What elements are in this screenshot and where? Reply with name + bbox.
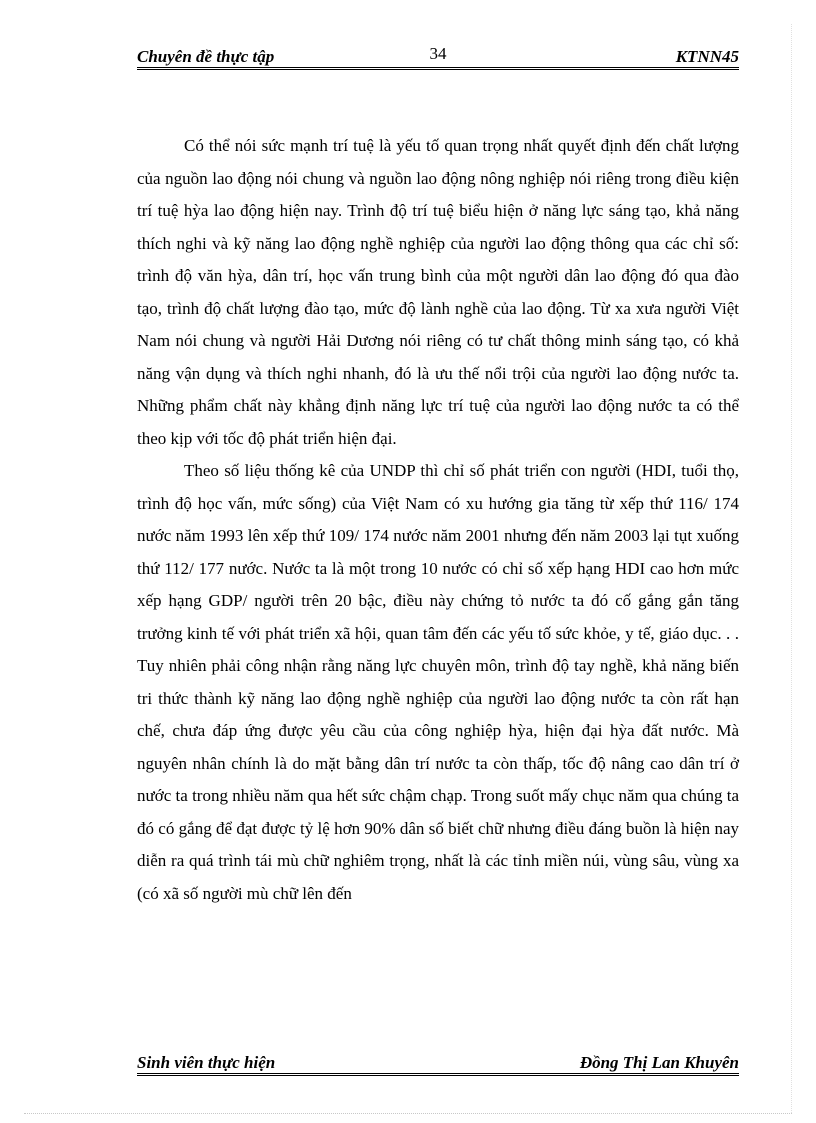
page-header (137, 44, 739, 70)
page-boundary-right (791, 24, 792, 1113)
page-footer (137, 1054, 739, 1076)
footer-author-label: Sinh viên thực hiện (137, 1053, 276, 1072)
footer-author-name: Đồng Thị Lan Khuyên (579, 1053, 739, 1072)
page-boundary-bottom (24, 1113, 792, 1114)
header-class-code: KTNN45 (675, 47, 739, 66)
page-number: 34 (429, 44, 447, 63)
paragraph: Theo số liệu thống kê của UNDP thì chỉ số phát triển con người (HDI, tuổi thọ, trình độ học vấn, mức sống) của Việt Nam có xu hướng gia tăng từ xếp thứ 116/ 174 nước năm 1993 lên xếp thứ 109/ 174 nước năm 2001 nhưng đến năm 2003 lại tụt xuống thứ 112/ 177 nước. Nước ta là một trong 10 nước có chỉ số xếp hạng HDI cao hơn mức xếp hạng GDP/ người trên 20 bậc, điều này chứng tỏ nước ta đó cố gắng gắn tăng trưởng kinh tế với phát triển xã hội, quan tâm đến các yếu tố sức khỏe, y tế, giáo dục. . . Tuy nhiên phải công nhận rằng năng lực chuyên môn, trình độ tay nghề, khả năng biến tri thức thành kỹ năng lao động nghề nghiệp của người lao động nước ta còn rất hạn chế, chưa đáp ứng được yêu cầu của công nghiệp hỳa, hiện đại hỳa đất nước. Mà nguyên nhân chính là do mặt bằng dân trí nước ta còn thấp, tốc độ nâng cao dân trí ở nước ta trong nhiều năm qua hết sức chậm chạp. Trong suốt mấy chục năm qua chúng ta đó có gắng để đạt được tỷ lệ hơn 90% dân số biết chữ nhưng điều đáng buồn là hiện nay diễn ra quá trình tái mù chữ nghiêm trọng, nhất là các tỉnh miền núi, vùng sâu, vùng xa (có xã số người mù chữ lên đến (137, 461, 739, 903)
header-rule (137, 67, 739, 70)
paragraph: Có thể nói sức mạnh trí tuệ là yếu tố quan trọng nhất quyết định đến chất lượng của nguồn lao động nói chung và nguồn lao động nông nghiệp nói riêng trong điều kiện trí tuệ hỳa lao động hiện nay. Trình độ trí tuệ biểu hiện ở năng lực sáng tạo, khả năng thích nghi và kỹ năng lao động nghề nghiệp của người lao động thông qua các chỉ số: trình độ văn hỳa, dân trí, học vấn trung bình của một người dân lao động đó qua đào tạo, trình độ chất lượng đào tạo, mức độ lành nghề của lao động. Từ xa xưa người Việt Nam nói chung và người Hải Dương nói riêng có tư chất thông minh sáng tạo, có khả năng vận dụng và thích nghi nhanh, đó là ưu thế nổi trội của người lao động nước ta. Những phẩm chất này khẳng định năng lực trí tuệ của người lao động nước ta có thể theo kịp với tốc độ phát triển hiện đại. (137, 136, 739, 448)
header-document-title: Chuyên đề thực tập (137, 47, 275, 66)
footer-rule (137, 1073, 739, 1076)
document-body (137, 130, 739, 910)
